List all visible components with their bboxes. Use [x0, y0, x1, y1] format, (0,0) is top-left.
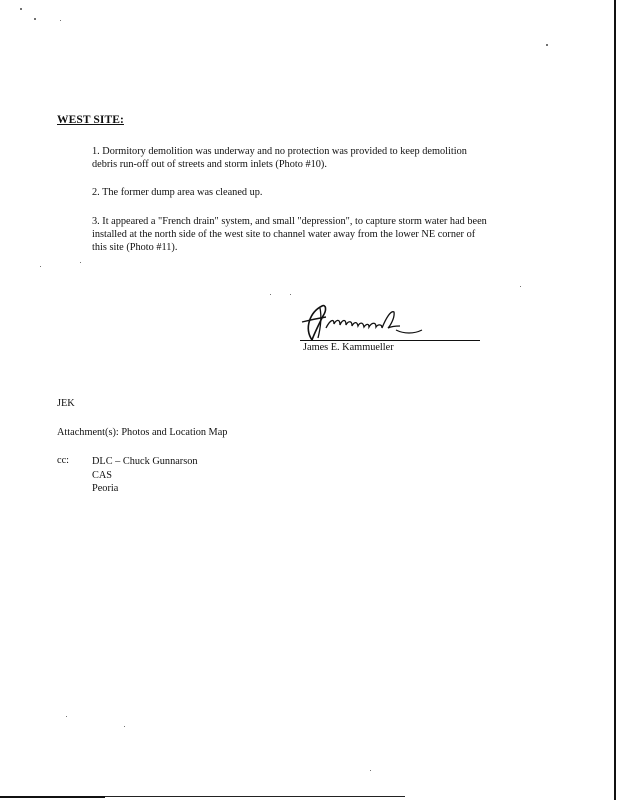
scan-speck	[370, 770, 371, 771]
page-edge-line	[614, 0, 616, 800]
cc-recipient: DLC – Chuck Gunnarson	[92, 456, 198, 467]
west-site-item-3: 3. It appeared a "French drain" system, and small "depression", to capture storm water had been installed at the north side of the west site to channel water away from the lower NE corner of this site (Photo #11).	[92, 216, 487, 253]
scan-speck	[546, 44, 548, 46]
west-site-item-2: 2. The former dump area was cleaned up.	[92, 187, 263, 198]
west-site-heading: WEST SITE:	[57, 114, 124, 126]
scan-speck	[40, 266, 41, 267]
scan-speck	[34, 18, 36, 20]
signature-line	[300, 340, 480, 341]
author-initials: JEK	[57, 398, 75, 409]
scan-speck	[124, 726, 125, 727]
scan-speck	[20, 8, 22, 10]
scan-speck	[60, 20, 61, 21]
scan-speck	[270, 294, 271, 295]
scan-speck	[66, 716, 67, 717]
signatory-name: James E. Kammueller	[303, 342, 394, 353]
cc-recipient: CAS	[92, 469, 113, 481]
cc-recipient: Peoria	[92, 483, 119, 494]
scan-speck	[290, 294, 291, 295]
scan-speck	[80, 262, 81, 263]
west-site-item-1: 1. Dormitory demolition was underway and no protection was provided to keep demolition debris run-off out of streets and storm inlets (Photo #10).	[92, 146, 467, 170]
cc-list	[92, 455, 198, 496]
attachments-line: Attachment(s): Photos and Location Map	[57, 427, 228, 438]
cc-label: cc:	[57, 455, 70, 466]
bottom-rule-thick	[0, 796, 105, 798]
scan-speck	[520, 286, 521, 287]
